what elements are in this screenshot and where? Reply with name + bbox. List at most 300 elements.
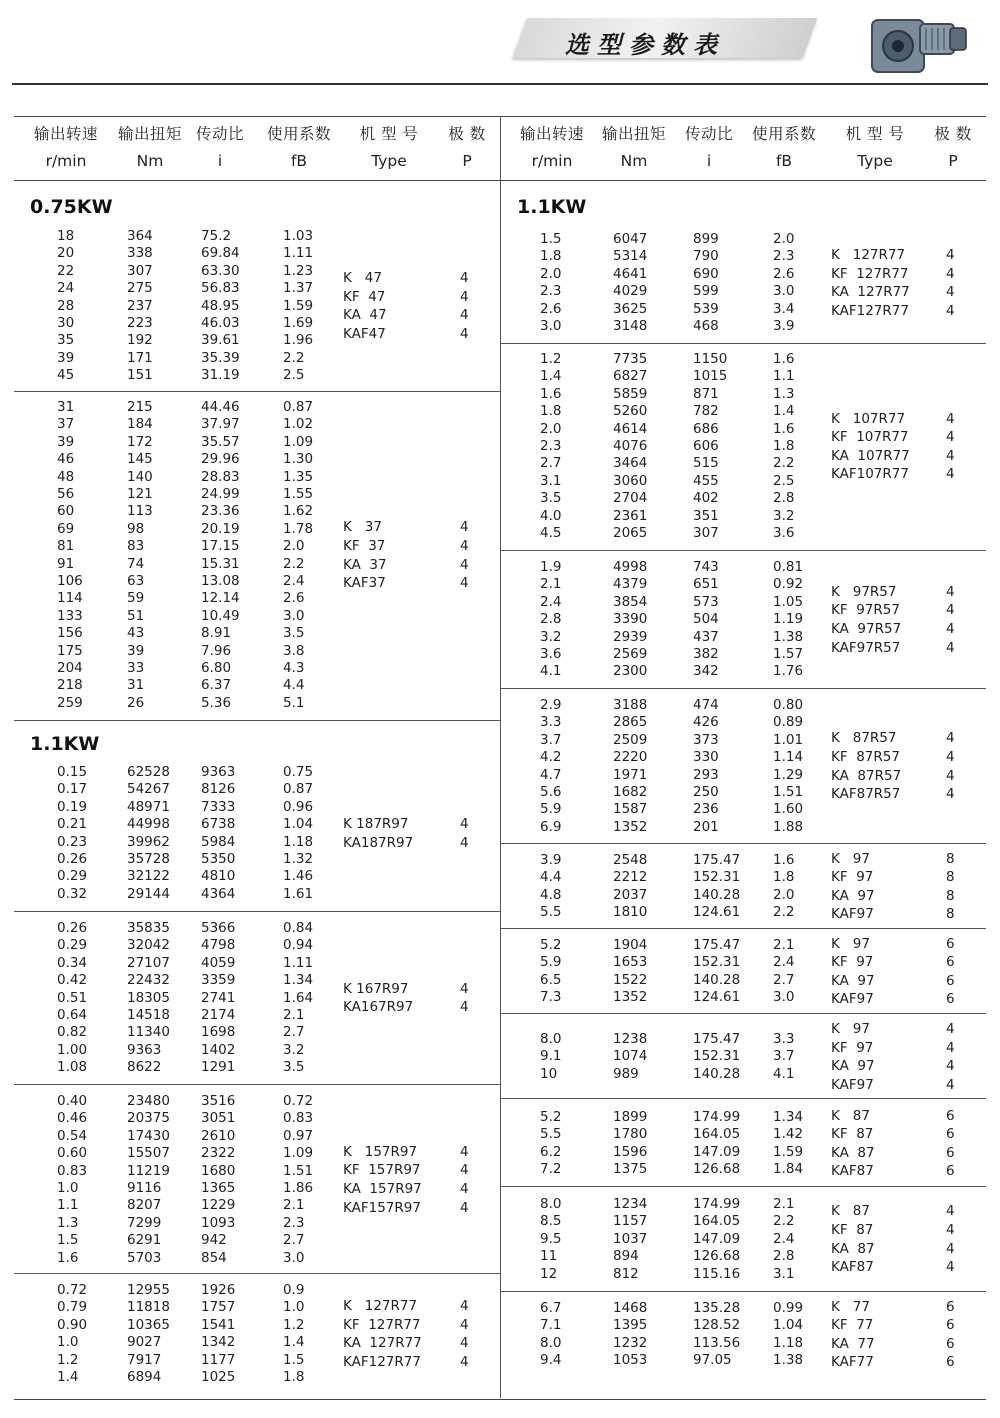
pole-count: 8 [946,906,955,923]
table-cell: 5.36 [201,694,232,711]
table-cell: 1.11 [283,245,314,262]
table-cell: 1.14 [773,749,804,766]
table-cell: 1.04 [283,816,314,833]
table-cell: 4364 [201,885,236,902]
table-cell: 201 [693,818,719,835]
table-cell: 1.46 [283,868,314,885]
table-cell: 2.7 [540,455,562,472]
table-cell: 31.19 [201,367,240,384]
power-section-title: 1.1KW [517,196,587,218]
table-cell: 1352 [613,989,648,1006]
table-cell: 164.05 [693,1213,741,1230]
group-divider [501,688,986,689]
table-cell: 1.02 [283,416,314,433]
pole-count: 4 [460,288,469,305]
table-cell: 6.37 [201,677,232,694]
table-cell: 2.8 [540,611,562,628]
table-cell: 573 [693,593,719,610]
table-cell: 1757 [201,1299,236,1316]
pole-count: 6 [946,1298,955,1315]
table-cell: 35728 [127,851,170,867]
table-cell: 2865 [613,714,648,731]
column-header-label: 传动比 [195,125,244,143]
table-cell: 0.29 [57,937,88,954]
table-cell: 121 [127,486,153,502]
table-cell: 1.4 [283,1334,305,1351]
pole-count: 6 [946,1335,955,1352]
table-cell: 2610 [201,1127,236,1144]
table-cell: 1.8 [773,438,795,454]
table-cell: 3.3 [540,714,562,731]
table-cell: 6047 [613,231,648,247]
table-cell: 4.4 [283,677,305,694]
table-cell: 382 [693,646,719,662]
table-cell: 1.19 [773,611,804,628]
table-cell: 12.14 [201,590,240,607]
model-type: KAF97R57 [831,639,901,656]
table-cell: 4.7 [540,766,562,783]
column-header-unit: fB [290,152,308,170]
table-cell: 1.09 [283,1145,314,1162]
table-cell: 3.0 [540,318,562,334]
table-cell: 2.7 [773,971,795,988]
table-cell: 3.0 [773,989,795,1006]
column-header-label: 输出扭矩 [601,125,666,143]
table-cell: 2.2 [773,904,795,921]
table-cell: 1899 [613,1109,648,1125]
table-cell: 1.00 [57,1041,88,1058]
table-cell: 4059 [201,954,236,971]
table-cell: 1.4 [773,403,795,420]
table-cell: 1.6 [540,385,562,402]
pole-count: 4 [460,1143,469,1160]
table-cell: 18 [57,228,75,244]
table-cell: 1234 [613,1196,648,1212]
pole-count: 4 [946,302,955,319]
table-cell: 175.47 [693,937,741,953]
table-cell: 899 [693,231,719,247]
table-cell: 2065 [613,525,648,541]
table-cell: 2.9 [540,697,562,713]
table-cell: 30 [57,315,75,331]
table-cell: 22432 [127,972,170,989]
column-header-unit: i [217,152,223,170]
table-cell: 1150 [693,351,728,367]
model-type: KF 87 [831,1126,874,1143]
table-cell: 63 [127,573,145,589]
table-cell: 3.1 [773,1265,795,1282]
table-cell: 3.4 [773,300,795,317]
table-cell: 24 [57,280,75,297]
table-cell: 351 [693,507,719,524]
table-cell: 1.57 [773,646,804,662]
pole-count: 4 [460,999,469,1016]
column-header-label: 使用系数 [751,125,816,143]
model-type: K 47 [343,270,382,287]
model-type: KA 97 [831,1058,875,1075]
table-cell: 9.1 [540,1048,562,1065]
table-cell: 4.0 [540,507,562,524]
table-cell: 5.5 [540,904,562,921]
table-cell: 5.9 [540,954,562,971]
table-cell: 1074 [613,1048,648,1065]
group-divider [501,343,986,344]
group-divider [501,1186,986,1187]
table-cell: 1468 [613,1300,648,1316]
model-type: KAF97 [831,1076,874,1093]
pole-count: 6 [946,935,955,952]
pole-count: 4 [460,834,469,851]
table-cell: 275 [127,280,153,297]
group-divider [501,928,986,929]
model-type: KAF87 [831,1163,874,1180]
table-cell: 0.81 [773,559,804,575]
table-cell: 307 [127,262,153,279]
table-cell: 236 [693,801,719,818]
table-cell: 3854 [613,593,648,610]
model-type: KA 107R77 [831,447,910,464]
table-cell: 1.03 [283,228,314,244]
table-cell: 2.2 [283,555,305,572]
table-cell: 17.15 [201,538,240,555]
table-cell: 0.40 [57,1093,88,1109]
table-cell: 2.5 [283,367,305,384]
table-cell: 133 [57,607,83,624]
pole-count: 4 [946,429,955,446]
table-cell: 0.83 [283,1110,314,1127]
table-cell: 1.51 [773,784,804,800]
table-cell: 6894 [127,1369,162,1385]
model-type: KA 127R77 [831,284,910,301]
pole-count: 6 [946,991,955,1008]
pole-count: 4 [946,466,955,483]
group-divider [14,1273,500,1274]
table-cell: 1.34 [283,972,314,989]
pole-count: 4 [460,1298,469,1314]
table-cell: 113.56 [693,1334,741,1351]
model-type: KF 87R57 [831,749,900,765]
table-cell: 172 [127,433,153,450]
table-cell: 1.84 [773,1161,804,1178]
table-cell: 147.09 [693,1230,741,1247]
pole-count: 4 [946,1020,955,1037]
table-cell: 56 [57,486,75,502]
table-cell: 5366 [201,920,236,936]
header-row-divider [14,180,986,181]
pole-count: 4 [946,1039,955,1056]
table-cell: 12955 [127,1282,170,1298]
table-cell: 147.09 [693,1143,741,1160]
pole-count: 4 [460,270,469,287]
column-header-label: 使用系数 [266,125,331,143]
model-type: K 97 [831,935,870,952]
model-type: KAF127R77 [343,1353,421,1370]
pole-count: 4 [460,1335,469,1352]
table-cell: 1.8 [773,869,795,886]
table-cell: 124.61 [693,904,741,921]
page-title: 选型参数表 [565,31,725,59]
table-cell: 8.5 [540,1213,562,1230]
table-cell: 8.0 [540,1031,562,1047]
table-cell: 35.57 [201,433,240,450]
table-cell: 5.2 [540,937,562,953]
table-cell: 4641 [613,265,648,282]
table-cell: 2509 [613,731,648,748]
table-cell: 1.6 [773,420,795,437]
table-cell: 2.1 [773,1196,795,1212]
table-cell: 3.1 [540,472,562,489]
pole-count: 6 [946,1354,955,1371]
table-cell: 0.64 [57,1007,88,1023]
table-cell: 2212 [613,869,648,886]
table-cell: 11818 [127,1299,170,1316]
pole-count: 8 [946,850,955,867]
table-cell: 2.8 [773,1248,795,1265]
table-cell: 330 [693,749,719,766]
table-cell: 1238 [613,1031,648,1047]
table-cell: 39962 [127,833,170,850]
power-section-title: 1.1KW [30,733,100,755]
table-cell: 0.75 [283,764,314,780]
model-type: K 37 [343,519,382,536]
model-type: K 97R57 [831,583,897,600]
table-cell: 1.0 [57,1180,79,1196]
pole-count: 4 [460,816,469,832]
table-cell: 3051 [201,1110,236,1127]
table-cell: 1037 [613,1230,648,1247]
table-cell: 2.4 [773,1230,795,1247]
table-cell: 128.52 [693,1317,741,1334]
pole-count: 6 [946,1163,955,1180]
table-cell: 0.90 [57,1316,88,1333]
table-cell: 60 [57,503,75,520]
table-cell: 1682 [613,784,648,800]
table-cell: 0.79 [57,1299,88,1316]
table-cell: 4.2 [540,749,562,766]
column-header-unit: P [462,152,472,170]
pole-count: 4 [946,1076,955,1093]
table-cell: 1.61 [283,885,314,902]
table-cell: 2.0 [540,420,562,437]
table-cell: 45 [57,367,75,384]
model-type: KAF87R57 [831,786,901,803]
table-cell: 455 [693,472,719,489]
pole-count: 4 [460,1162,469,1179]
table-cell: 6.5 [540,971,562,988]
table-cell: 4379 [613,576,648,593]
table-cell: 5.1 [283,694,305,711]
table-cell: 1522 [613,971,648,988]
table-cell: 651 [693,576,719,593]
model-type: K 187R97 [343,816,409,832]
table-cell: 0.19 [57,798,88,815]
column-header-unit: fB [775,152,793,170]
table-cell: 0.82 [57,1024,88,1041]
table-cell: 44.46 [201,399,240,415]
gear-motor-icon [870,10,970,76]
pole-count: 4 [460,1316,469,1333]
table-cell: 0.54 [57,1127,88,1144]
table-cell: 29.96 [201,451,240,468]
table-cell: 4.5 [540,525,562,541]
table-cell: 1.2 [540,351,562,367]
table-cell: 23.36 [201,503,240,520]
table-cell: 1.6 [773,351,795,367]
table-cell: 1.08 [57,1059,88,1076]
table-cell: 1.42 [773,1126,804,1143]
table-cell: 2.4 [540,593,562,610]
table-cell: 812 [613,1265,639,1282]
table-cell: 3.3 [773,1031,795,1047]
table-cell: 20.19 [201,520,240,537]
pole-count: 4 [946,247,955,263]
table-cell: 1015 [693,368,728,385]
table-cell: 106 [57,573,83,589]
table-cell: 1.38 [773,628,804,645]
table-cell: 599 [693,283,719,300]
table-cell: 32042 [127,937,170,954]
model-type: KF 97R57 [831,602,900,619]
table-cell: 7.3 [540,989,562,1006]
table-cell: 0.60 [57,1145,88,1162]
table-cell: 91 [57,555,75,572]
table-cell: 468 [693,318,719,334]
table-cell: 46.03 [201,315,240,331]
table-cell: 6.9 [540,818,562,835]
pole-count: 4 [946,265,955,282]
table-cell: 54267 [127,781,170,798]
table-cell: 6.2 [540,1143,562,1160]
pole-count: 4 [946,786,955,803]
table-cell: 7735 [613,351,648,367]
table-cell: 1342 [201,1334,236,1351]
table-cell: 3.2 [773,507,795,524]
table-cell: 0.15 [57,764,88,780]
table-cell: 9.4 [540,1352,562,1369]
table-cell: 690 [693,265,719,282]
table-cell: 3.9 [540,852,562,868]
model-type: K 77 [831,1298,870,1315]
table-cell: 4.3 [283,660,305,676]
table-cell: 2704 [613,490,648,507]
pole-count: 4 [946,620,955,637]
pole-count: 4 [946,730,955,747]
table-cell: 0.99 [773,1300,804,1316]
table-cell: 5703 [127,1249,162,1266]
table-cell: 515 [693,455,719,472]
model-type: K 167R97 [343,980,409,997]
table-cell: 3148 [613,318,648,334]
group-divider [501,550,986,551]
table-cell: 63.30 [201,262,240,279]
table-cell: 145 [127,451,153,468]
table-cell: 1352 [613,818,648,835]
table-cell: 8207 [127,1197,162,1214]
pole-count: 4 [460,556,469,573]
table-cell: 0.42 [57,972,88,989]
table-cell: 39 [57,349,75,366]
table-cell: 2939 [613,628,648,645]
table-cell: 2.0 [773,231,795,247]
table-cell: 8.0 [540,1196,562,1212]
table-cell: 1.6 [773,852,795,868]
table-cell: 83 [127,538,145,555]
table-cell: 8.0 [540,1334,562,1351]
table-cell: 1.59 [773,1143,804,1160]
table-cell: 0.89 [773,714,804,731]
table-cell: 8126 [201,781,236,798]
table-cell: 140.28 [693,1065,741,1082]
table-cell: 1.29 [773,766,804,783]
pole-count: 4 [946,1240,955,1257]
table-cell: 1.2 [57,1351,79,1368]
table-cell: 1.8 [540,248,562,265]
table-cell: 28.83 [201,468,240,485]
table-cell: 373 [693,731,719,748]
table-cell: 39 [57,433,75,450]
table-cell: 1.59 [283,297,314,314]
pole-count: 8 [946,887,955,904]
header-divider [12,83,988,85]
table-cell: 7.96 [201,642,232,659]
model-type: KF 97 [831,869,874,886]
table-cell: 113 [127,503,153,520]
table-cell: 0.9 [283,1282,305,1298]
table-cell: 6.80 [201,660,232,676]
table-cell: 37 [57,416,75,433]
table-cell: 3.2 [540,628,562,645]
model-type: KAF107R77 [831,466,909,483]
table-cell: 48971 [127,798,170,815]
table-cell: 606 [693,438,719,454]
table-cell: 8.91 [201,625,232,642]
table-cell: 126.68 [693,1161,741,1178]
table-cell: 2.6 [773,265,795,282]
table-cell: 474 [693,697,719,713]
table-cell: 338 [127,245,153,262]
table-cell: 2.3 [540,283,562,300]
table-cell: 0.92 [773,576,804,593]
table-cell: 1971 [613,766,648,783]
table-cell: 539 [693,300,719,317]
table-cell: 0.46 [57,1110,88,1127]
table-cell: 14518 [127,1007,170,1023]
table-cell: 1.4 [540,368,562,385]
table-cell: 2.1 [283,1007,305,1023]
model-type: KF 97 [831,1039,874,1056]
table-cell: 5984 [201,833,236,850]
table-cell: 3.7 [773,1048,795,1065]
group-divider [501,1013,986,1014]
table-cell: 854 [201,1249,227,1266]
table-cell: 10365 [127,1316,170,1333]
table-cell: 6827 [613,368,648,385]
model-type: KA 87R57 [831,767,902,784]
table-cell: 48.95 [201,297,240,314]
table-cell: 0.72 [283,1093,314,1109]
table-cell: 9.5 [540,1230,562,1247]
pole-count: 4 [946,1259,955,1276]
pole-count: 8 [946,869,955,886]
table-cell: 1.3 [57,1214,79,1231]
table-cell: 0.94 [283,937,314,954]
table-cell: 140.28 [693,886,741,903]
table-cell: 1.1 [773,368,795,385]
model-type: KF 77 [831,1317,874,1334]
table-cell: 3.5 [283,625,305,642]
table-cell: 5314 [613,248,648,265]
table-cell: 894 [613,1248,639,1265]
